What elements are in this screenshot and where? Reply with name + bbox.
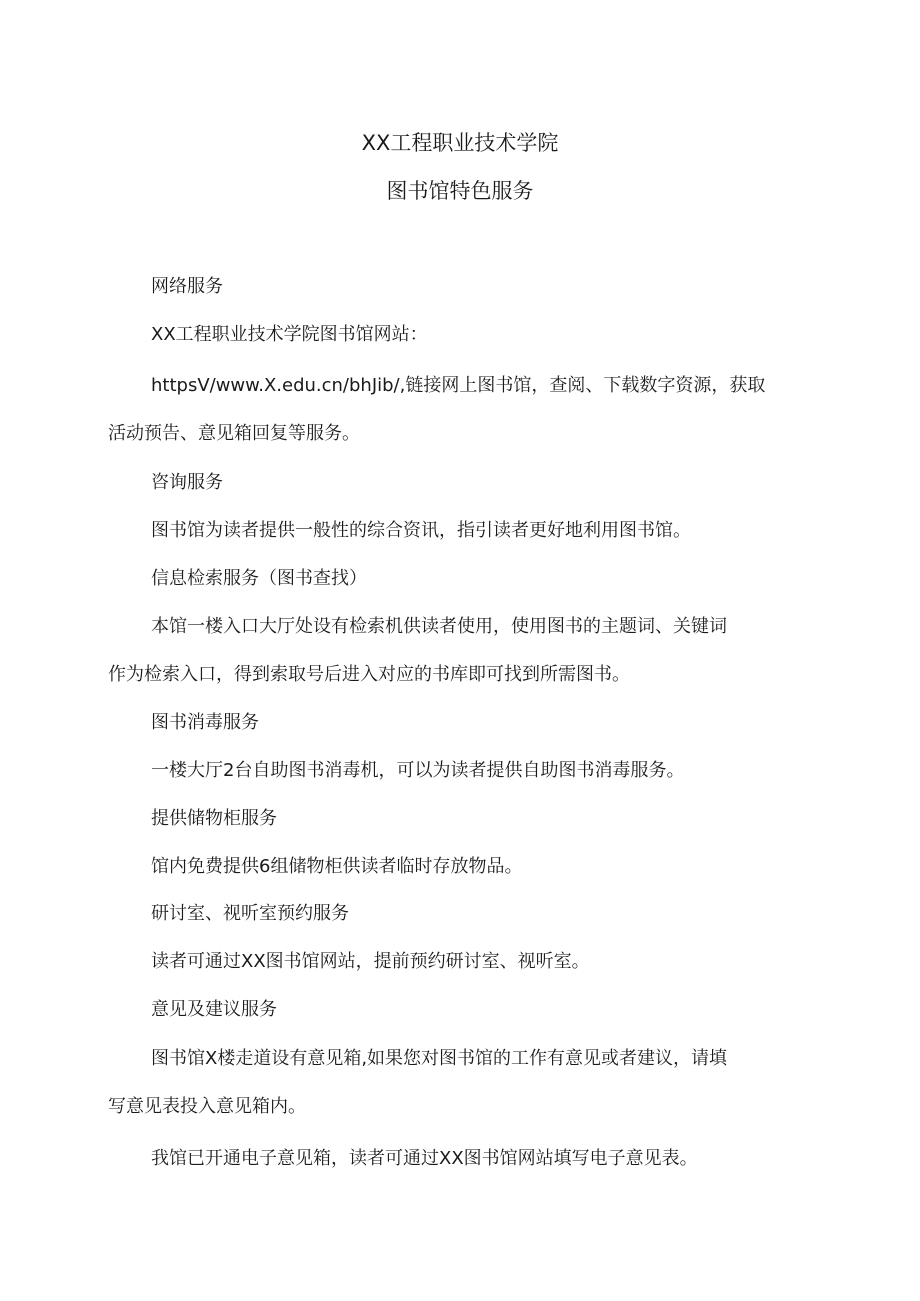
- paragraph-line: 本馆一楼入口大厅处设有检索机供读者使用，使用图书的主题词、关键词: [151, 616, 727, 637]
- section-heading-lockers: 提供储物柜服务: [151, 808, 277, 829]
- paragraph-line: 图书馆为读者提供一般性的综合资讯，指引读者更好地利用图书馆。: [151, 520, 691, 541]
- paragraph-line: 活动预告、意见箱回复等服务。: [108, 423, 360, 444]
- paragraph-line: httpsV/www.X.edu.cn/bhJib/,链接网上图书馆，查阅、下载数字资源，获取: [151, 375, 766, 396]
- section-heading-feedback: 意见及建议服务: [151, 999, 277, 1020]
- section-heading-network: 网络服务: [151, 276, 223, 297]
- section-heading-consulting: 咨询服务: [151, 472, 223, 493]
- document-title: XX工程职业技术学院: [361, 131, 559, 155]
- document-subtitle: 图书馆特色服务: [386, 179, 534, 203]
- section-heading-booking: 研讨室、视听室预约服务: [151, 903, 349, 924]
- paragraph-line: 作为检索入口，得到索取号后进入对应的书库即可找到所需图书。: [108, 664, 630, 685]
- paragraph-line: 馆内免费提供6组储物柜供读者临时存放物品。: [151, 856, 523, 877]
- paragraph-line: 图书馆X楼走道设有意见箱,如果您对图书馆的工作有意见或者建议，请填: [151, 1048, 728, 1069]
- paragraph-line: 我馆已开通电子意见箱，读者可通过XX图书馆网站填写电子意见表。: [151, 1148, 698, 1169]
- paragraph-line: 写意见表投入意见箱内。: [108, 1096, 306, 1117]
- paragraph-line: XX工程职业技术学院图书馆网站：: [151, 324, 428, 345]
- paragraph-line: 一楼大厅2台自助图书消毒机，可以为读者提供自助图书消毒服务。: [151, 760, 685, 781]
- section-heading-retrieval: 信息检索服务（图书查找）: [151, 568, 367, 589]
- section-heading-disinfection: 图书消毒服务: [151, 712, 259, 733]
- paragraph-line: 读者可通过XX图书馆网站，提前预约研讨室、视听室。: [151, 951, 590, 972]
